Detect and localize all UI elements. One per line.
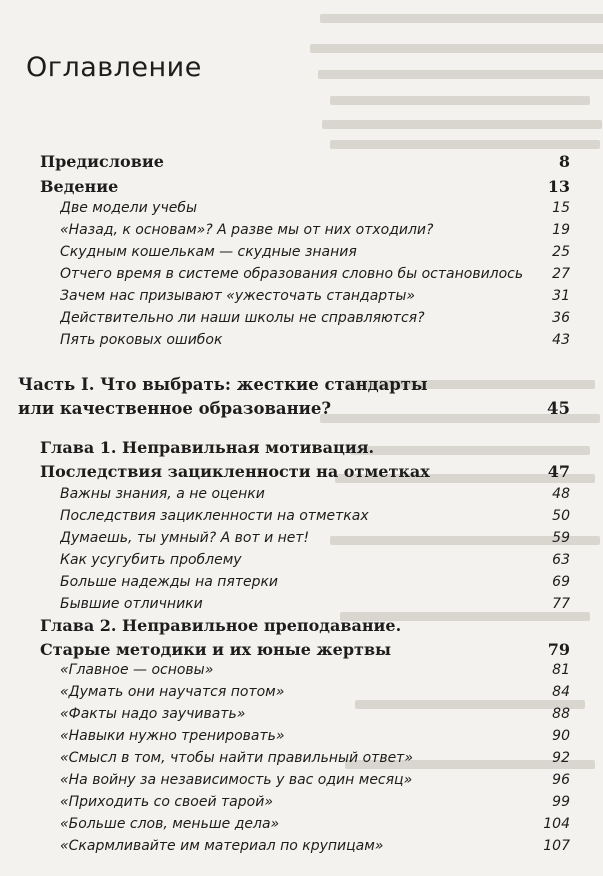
part-1-title-line2: или качественное образование? <box>18 399 332 418</box>
toc-entry-title: «Скармливайте им материал по крупицам» <box>60 838 384 854</box>
toc-entry-title: «Больше слов, меньше дела» <box>60 816 280 832</box>
toc-entry-page: 90 <box>552 728 570 744</box>
toc-entry[interactable] <box>60 332 570 348</box>
toc-entry-title: «Факты надо заучивать» <box>60 706 246 722</box>
toc-entry[interactable] <box>60 662 570 678</box>
toc-entry[interactable] <box>60 728 570 744</box>
toc-entry-title: Две модели учебы <box>60 200 198 216</box>
toc-entry-title: «Приходить со своей тарой» <box>60 794 273 810</box>
toc-entry[interactable] <box>60 530 570 546</box>
toc-entry-page: 77 <box>552 596 570 612</box>
toc-entry-page: 92 <box>552 750 570 766</box>
chapter-1-title-line2: Последствия зацикленности на отметках <box>40 462 430 481</box>
toc-entry-title: Последствия зацикленности на отметках <box>60 508 369 524</box>
toc-entry-title: Зачем нас призывают «ужесточать стандарты» <box>60 288 416 304</box>
toc-entry-page: 107 <box>543 838 570 854</box>
toc-entry-title: Важны знания, а не оценки <box>60 486 265 502</box>
toc-entry-title: «На войну за независимость у вас один месяц» <box>60 772 413 788</box>
toc-entry-page: 104 <box>543 816 570 832</box>
chapter-1-page: 47 <box>547 462 570 481</box>
toc-entry-title: Действительно ли наши школы не справляются? <box>60 310 425 326</box>
toc-entry[interactable] <box>60 288 570 304</box>
toc-entry-title: Как усугубить проблему <box>60 552 242 568</box>
toc-entry-title: Предисловие <box>40 152 164 171</box>
chapter-2-page: 79 <box>547 640 570 659</box>
part-1-heading-line2[interactable] <box>18 399 570 418</box>
toc-entry[interactable] <box>60 574 570 590</box>
toc-entry-title: Отчего время в системе образования словно бы остановилось <box>60 266 524 282</box>
toc-entry[interactable] <box>60 244 570 260</box>
toc-entry[interactable] <box>60 794 570 810</box>
toc-entry-page: 25 <box>552 244 570 260</box>
chapter-2-heading-line2[interactable] <box>40 640 570 659</box>
toc-entry-title: «Назад, к основам»? А разве мы от них отходили? <box>60 222 434 238</box>
toc-entry-page: 43 <box>552 332 570 348</box>
toc-entry[interactable] <box>40 177 570 196</box>
toc-entry-page: 27 <box>552 266 570 282</box>
toc-entry[interactable] <box>60 266 570 282</box>
chapter-1-heading[interactable] <box>40 438 570 457</box>
toc-entry[interactable] <box>60 552 570 568</box>
toc-entry-page: 59 <box>552 530 570 546</box>
toc-entry[interactable] <box>60 772 570 788</box>
toc-entry-page: 13 <box>547 177 570 196</box>
toc-entry[interactable] <box>60 200 570 216</box>
toc-entry-title: «Навыки нужно тренировать» <box>60 728 285 744</box>
toc-entry[interactable] <box>60 706 570 722</box>
toc-entry-page: 15 <box>552 200 570 216</box>
toc-entry-title: Думаешь, ты умный? А вот и нет! <box>60 530 310 546</box>
toc-entry-page: 96 <box>552 772 570 788</box>
toc-entry-page: 99 <box>552 794 570 810</box>
toc-entry[interactable] <box>60 508 570 524</box>
chapter-2-heading[interactable] <box>40 616 570 635</box>
toc-entry-title: Бывшие отличники <box>60 596 203 612</box>
toc-entry-title: Скудным кошелькам — скудные знания <box>60 244 357 260</box>
toc-entry-page: 84 <box>552 684 570 700</box>
toc-entry-page: 31 <box>552 288 570 304</box>
toc-entry-page: 36 <box>552 310 570 326</box>
toc-entry[interactable] <box>60 310 570 326</box>
toc-entry-page: 81 <box>552 662 570 678</box>
chapter-2-title-line2: Старые методики и их юные жертвы <box>40 640 392 659</box>
toc-entry-page: 50 <box>552 508 570 524</box>
toc-entry-title: «Главное — основы» <box>60 662 214 678</box>
chapter-2-title-line1: Глава 2. Неправильное преподавание. <box>40 616 402 635</box>
toc-entry[interactable] <box>60 486 570 502</box>
toc-entry-page: 48 <box>552 486 570 502</box>
part-1-heading[interactable] <box>18 375 570 394</box>
toc-entry[interactable] <box>60 684 570 700</box>
page-title: Оглавление <box>26 52 202 83</box>
toc-entry[interactable] <box>40 152 570 171</box>
toc-entry-title: Больше надежды на пятерки <box>60 574 279 590</box>
toc-entry-title: «Смысл в том, чтобы найти правильный ответ» <box>60 750 413 766</box>
chapter-1-title-line1: Глава 1. Неправильная мотивация. <box>40 438 375 457</box>
toc-entry-title: «Думать они научатся потом» <box>60 684 285 700</box>
toc-entry[interactable] <box>60 596 570 612</box>
toc-entry-page: 8 <box>558 152 570 171</box>
toc-entry-page: 69 <box>552 574 570 590</box>
toc-entry[interactable] <box>60 816 570 832</box>
part-1-page: 45 <box>547 399 570 418</box>
toc-entry[interactable] <box>60 750 570 766</box>
toc-entry[interactable] <box>60 222 570 238</box>
toc-entry-page: 63 <box>552 552 570 568</box>
toc-entry[interactable] <box>60 838 570 854</box>
toc-entry-title: Ведение <box>40 177 119 196</box>
part-1-title-line1: Часть I. Что выбрать: жесткие стандарты <box>18 375 428 394</box>
toc-entry-page: 19 <box>552 222 570 238</box>
toc-entry-page: 88 <box>552 706 570 722</box>
chapter-1-heading-line2[interactable] <box>40 462 570 481</box>
toc-entry-title: Пять роковых ошибок <box>60 332 223 348</box>
